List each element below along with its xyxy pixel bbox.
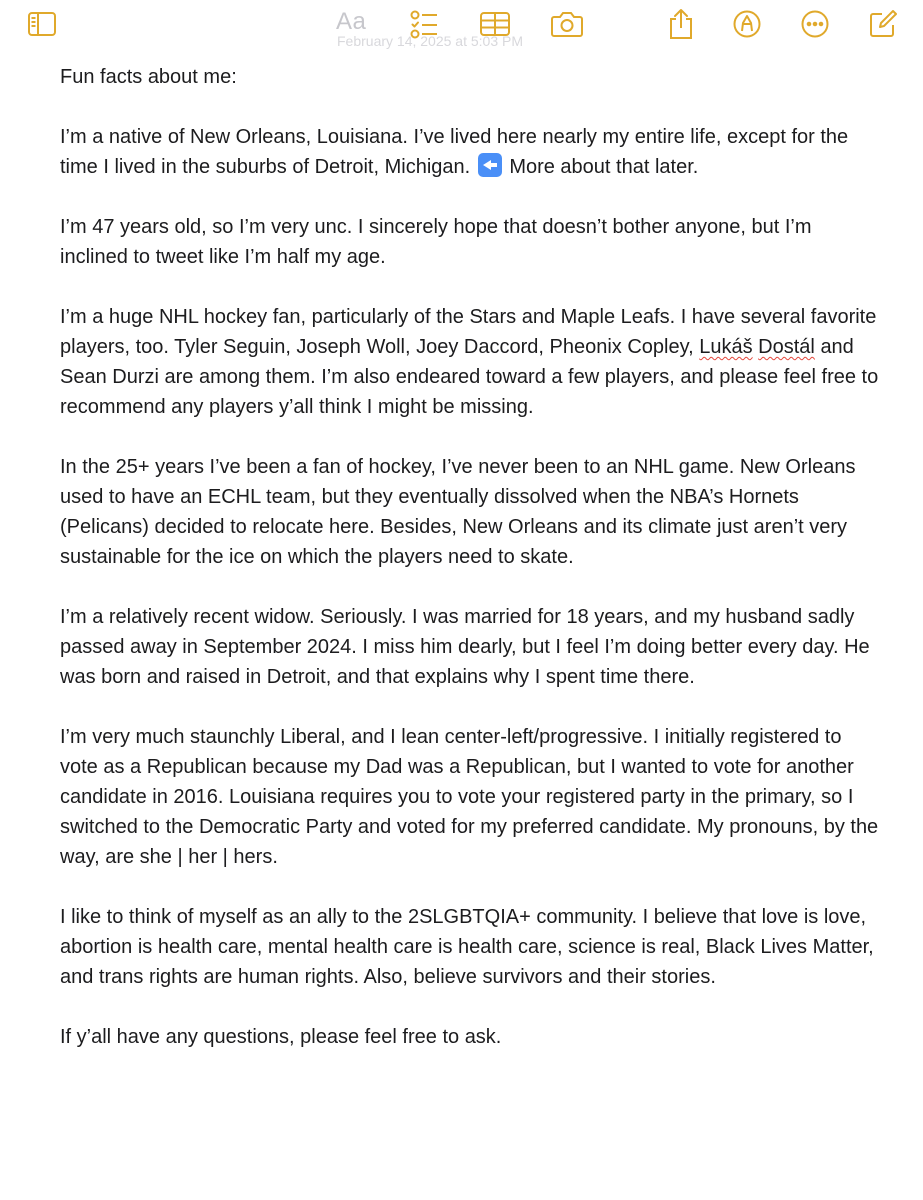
note-heading: Fun facts about me: bbox=[60, 66, 237, 88]
notes-toolbar bbox=[0, 0, 923, 50]
note-paragraph bbox=[60, 122, 880, 182]
note-paragraph: I’m very much staunchly Liberal, and I lean center-left/progressive. I initially registered to vote as a Republican because my Dad was a Republican, but I wanted to vote for another candidate in 2016. Louisiana requires you to vote your registered party in the primary, so I switched to the Democratic Party and voted for my preferred candidate. My pronouns, by the way, are she | her | hers. bbox=[60, 726, 879, 868]
compose-button[interactable] bbox=[867, 8, 899, 40]
share-button[interactable] bbox=[665, 8, 697, 40]
spellcheck-flagged-word[interactable]: Lukáš bbox=[699, 336, 753, 358]
compose-icon bbox=[868, 9, 898, 39]
markup-icon bbox=[732, 9, 762, 39]
format-button[interactable]: Aa bbox=[336, 8, 367, 35]
paragraph-text: I’m a huge NHL hockey fan, particularly of the Stars and Maple Leafs. I have several favorite players, too. Tyler Seguin, Joseph Woll, Joey Daccord, Pheonix Copley, bbox=[60, 306, 877, 358]
more-icon bbox=[800, 9, 830, 39]
spellcheck-flagged-word[interactable]: Dostál bbox=[758, 336, 815, 358]
share-icon bbox=[667, 8, 695, 40]
note-paragraph: If y’all have any questions, please feel free to ask. bbox=[60, 1026, 502, 1048]
note-paragraph: I’m 47 years old, so I’m very unc. I sincerely hope that doesn’t bother anyone, but I’m inclined to tweet like I’m half my age. bbox=[60, 216, 812, 268]
camera-icon bbox=[550, 10, 584, 38]
paragraph-text: and Sean Durzi are among them. I’m also endeared toward a few players, and please feel free to recommend any players y’all think I might be missing. bbox=[60, 336, 879, 418]
sidebar-toggle-button[interactable] bbox=[26, 8, 58, 40]
camera-button[interactable] bbox=[551, 8, 583, 40]
markup-button[interactable] bbox=[731, 8, 763, 40]
left-arrow-emoji-icon bbox=[478, 153, 502, 177]
paragraph-text: I’m a native of New Orleans, Louisiana. I’ve lived here nearly my entire life, except for the time I lived in the suburbs of Detroit, Michigan. bbox=[60, 126, 849, 178]
note-paragraph bbox=[60, 302, 880, 422]
note-body[interactable] bbox=[60, 62, 880, 1082]
note-paragraph: I’m a relatively recent widow. Seriously. I was married for 18 years, and my husband sadly passed away in September 2024. I miss him dearly, but I feel I’m doing better every day. He was born and raised in Detroit, and that explains why I spent time there. bbox=[60, 606, 870, 688]
note-paragraph: I like to think of myself as an ally to the 2SLGBTQIA+ community. I believe that love is love, abortion is health care, mental health care is health care, science is real, Black Lives Matter, and trans rights are human rights. Also, believe survivors and their stories. bbox=[60, 906, 874, 988]
more-button[interactable] bbox=[799, 8, 831, 40]
paragraph-text: More about that later. bbox=[509, 156, 699, 178]
note-paragraph: In the 25+ years I’ve been a fan of hockey, I’ve never been to an NHL game. New Orleans used to have an ECHL team, but they eventually dissolved when the NBA’s Hornets (Pelicans) decided to relocate here. Besides, New Orleans and its climate just aren’t very sustainable for the ice on which the players need to skate. bbox=[60, 456, 856, 568]
note-date: February 14, 2025 at 5:03 PM bbox=[337, 33, 523, 49]
sidebar-icon bbox=[27, 11, 57, 37]
